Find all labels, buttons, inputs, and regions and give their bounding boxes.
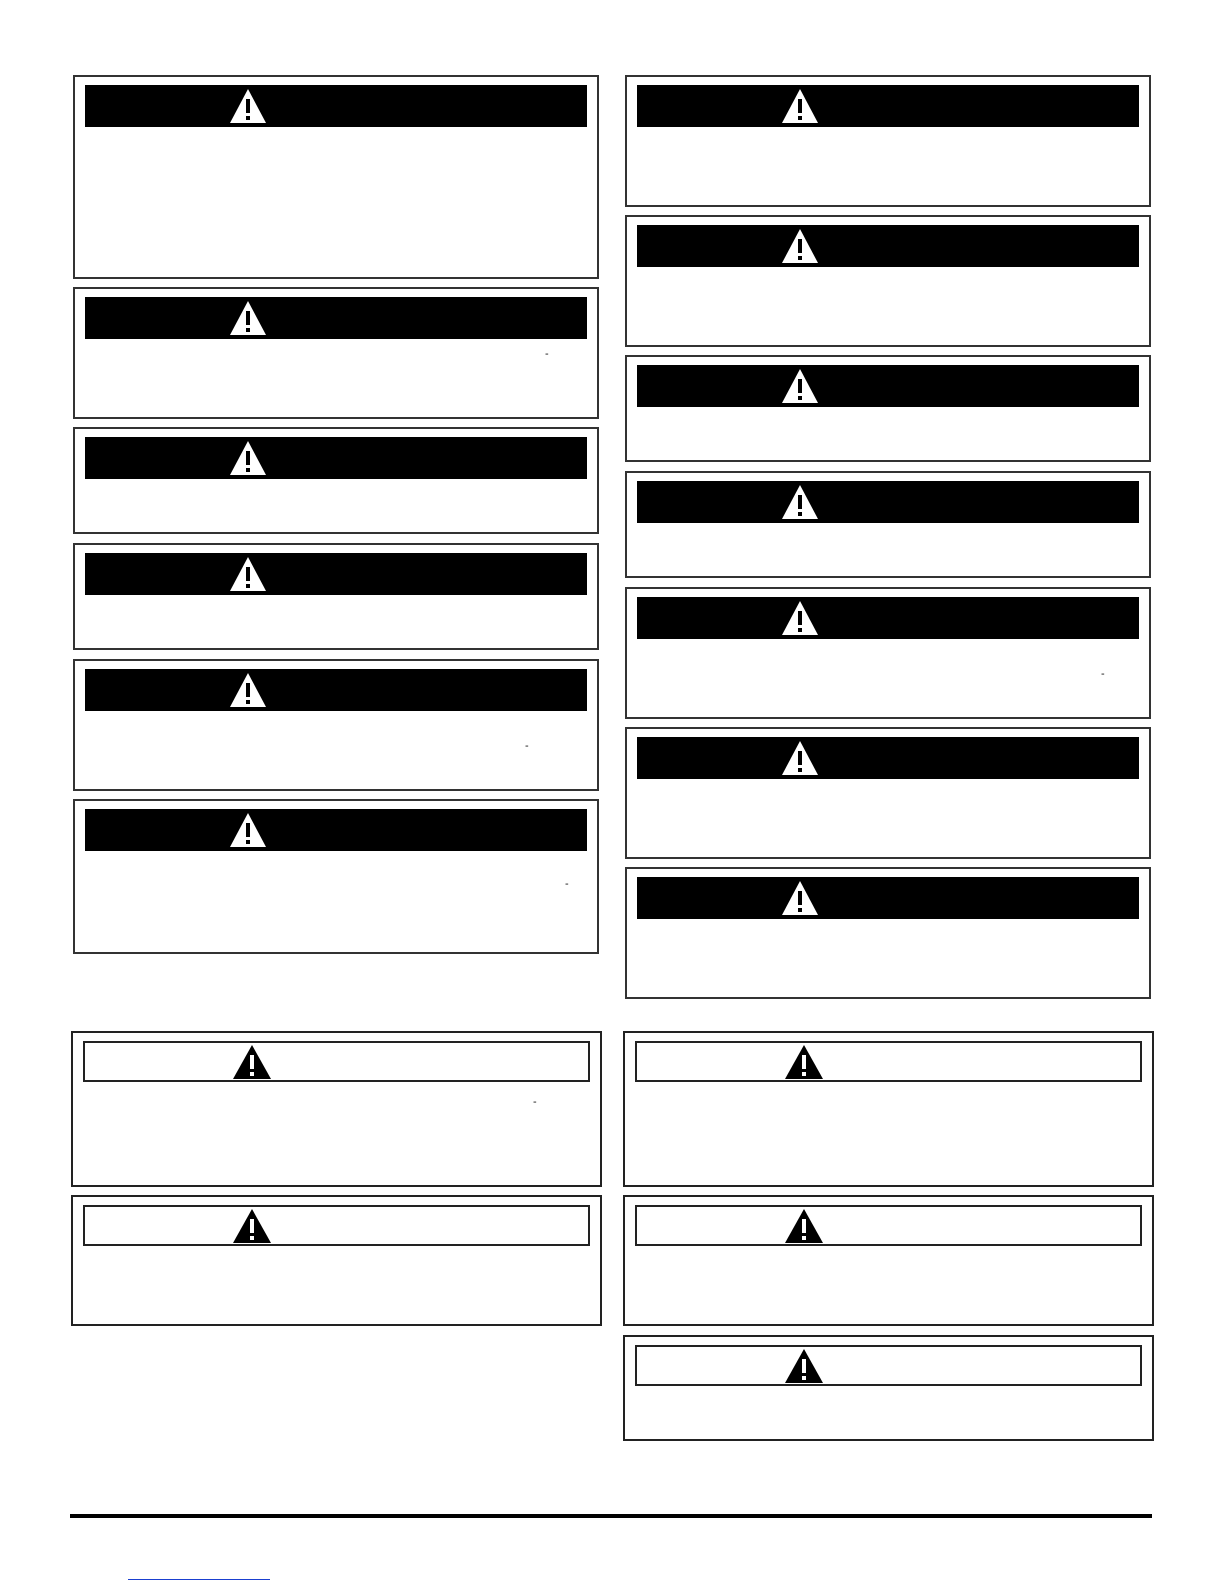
warning-panel-left-1 <box>73 75 599 279</box>
warning-panel-left-4 <box>73 543 599 650</box>
warning-triangle-icon <box>780 227 820 265</box>
warning-panel-right-7 <box>625 867 1151 999</box>
footer-rule <box>70 1514 1152 1518</box>
warning-triangle-icon <box>231 1043 273 1081</box>
warning-header-bar <box>85 437 587 479</box>
caution-header-bar <box>635 1205 1142 1246</box>
warning-panel-left-3 <box>73 427 599 534</box>
warning-header-bar <box>85 553 587 595</box>
caution-header-bar <box>635 1041 1142 1082</box>
caution-panel-left-1 <box>71 1031 602 1187</box>
text-fragment: - <box>545 348 549 360</box>
caution-panel-right-3 <box>623 1335 1154 1441</box>
warning-panel-left-5 <box>73 659 599 791</box>
text-fragment: - <box>1101 668 1105 680</box>
caution-header-bar <box>83 1205 590 1246</box>
warning-triangle-icon <box>780 483 820 521</box>
text-fragment: - <box>533 1096 537 1108</box>
warning-triangle-icon <box>783 1207 825 1245</box>
warning-panel-right-6 <box>625 727 1151 859</box>
warning-header-bar <box>637 737 1139 779</box>
warning-triangle-icon <box>228 811 268 849</box>
warning-triangle-icon <box>228 87 268 125</box>
caution-panel-left-2 <box>71 1195 602 1326</box>
text-fragment: - <box>525 740 529 752</box>
warning-header-bar <box>637 877 1139 919</box>
warning-header-bar <box>637 225 1139 267</box>
warning-triangle-icon <box>780 599 820 637</box>
warning-panel-left-2 <box>73 287 599 419</box>
warning-triangle-icon <box>780 367 820 405</box>
warning-triangle-icon <box>783 1043 825 1081</box>
caution-panel-right-2 <box>623 1195 1154 1326</box>
warning-header-bar <box>637 85 1139 127</box>
warning-triangle-icon <box>228 555 268 593</box>
warning-panel-right-2 <box>625 215 1151 347</box>
warning-header-bar <box>637 365 1139 407</box>
warning-triangle-icon <box>231 1207 273 1245</box>
caution-panel-right-1 <box>623 1031 1154 1187</box>
warning-panel-right-5 <box>625 587 1151 719</box>
warning-triangle-icon <box>780 87 820 125</box>
warning-triangle-icon <box>780 879 820 917</box>
warning-triangle-icon <box>780 739 820 777</box>
warning-panel-right-1 <box>625 75 1151 207</box>
warning-triangle-icon <box>228 671 268 709</box>
caution-header-bar <box>83 1041 590 1082</box>
warning-triangle-icon <box>228 439 268 477</box>
warning-triangle-icon <box>783 1347 825 1385</box>
caution-header-bar <box>635 1345 1142 1386</box>
warning-header-bar <box>637 481 1139 523</box>
warning-header-bar <box>85 669 587 711</box>
warning-header-bar <box>85 809 587 851</box>
warning-panel-left-6 <box>73 799 599 954</box>
text-fragment: - <box>565 878 569 890</box>
warning-triangle-icon <box>228 299 268 337</box>
warning-panel-right-4 <box>625 471 1151 578</box>
warning-header-bar <box>637 597 1139 639</box>
warning-header-bar <box>85 297 587 339</box>
warning-header-bar <box>85 85 587 127</box>
warning-panel-right-3 <box>625 355 1151 462</box>
footer-link-underline[interactable] <box>128 1579 270 1580</box>
